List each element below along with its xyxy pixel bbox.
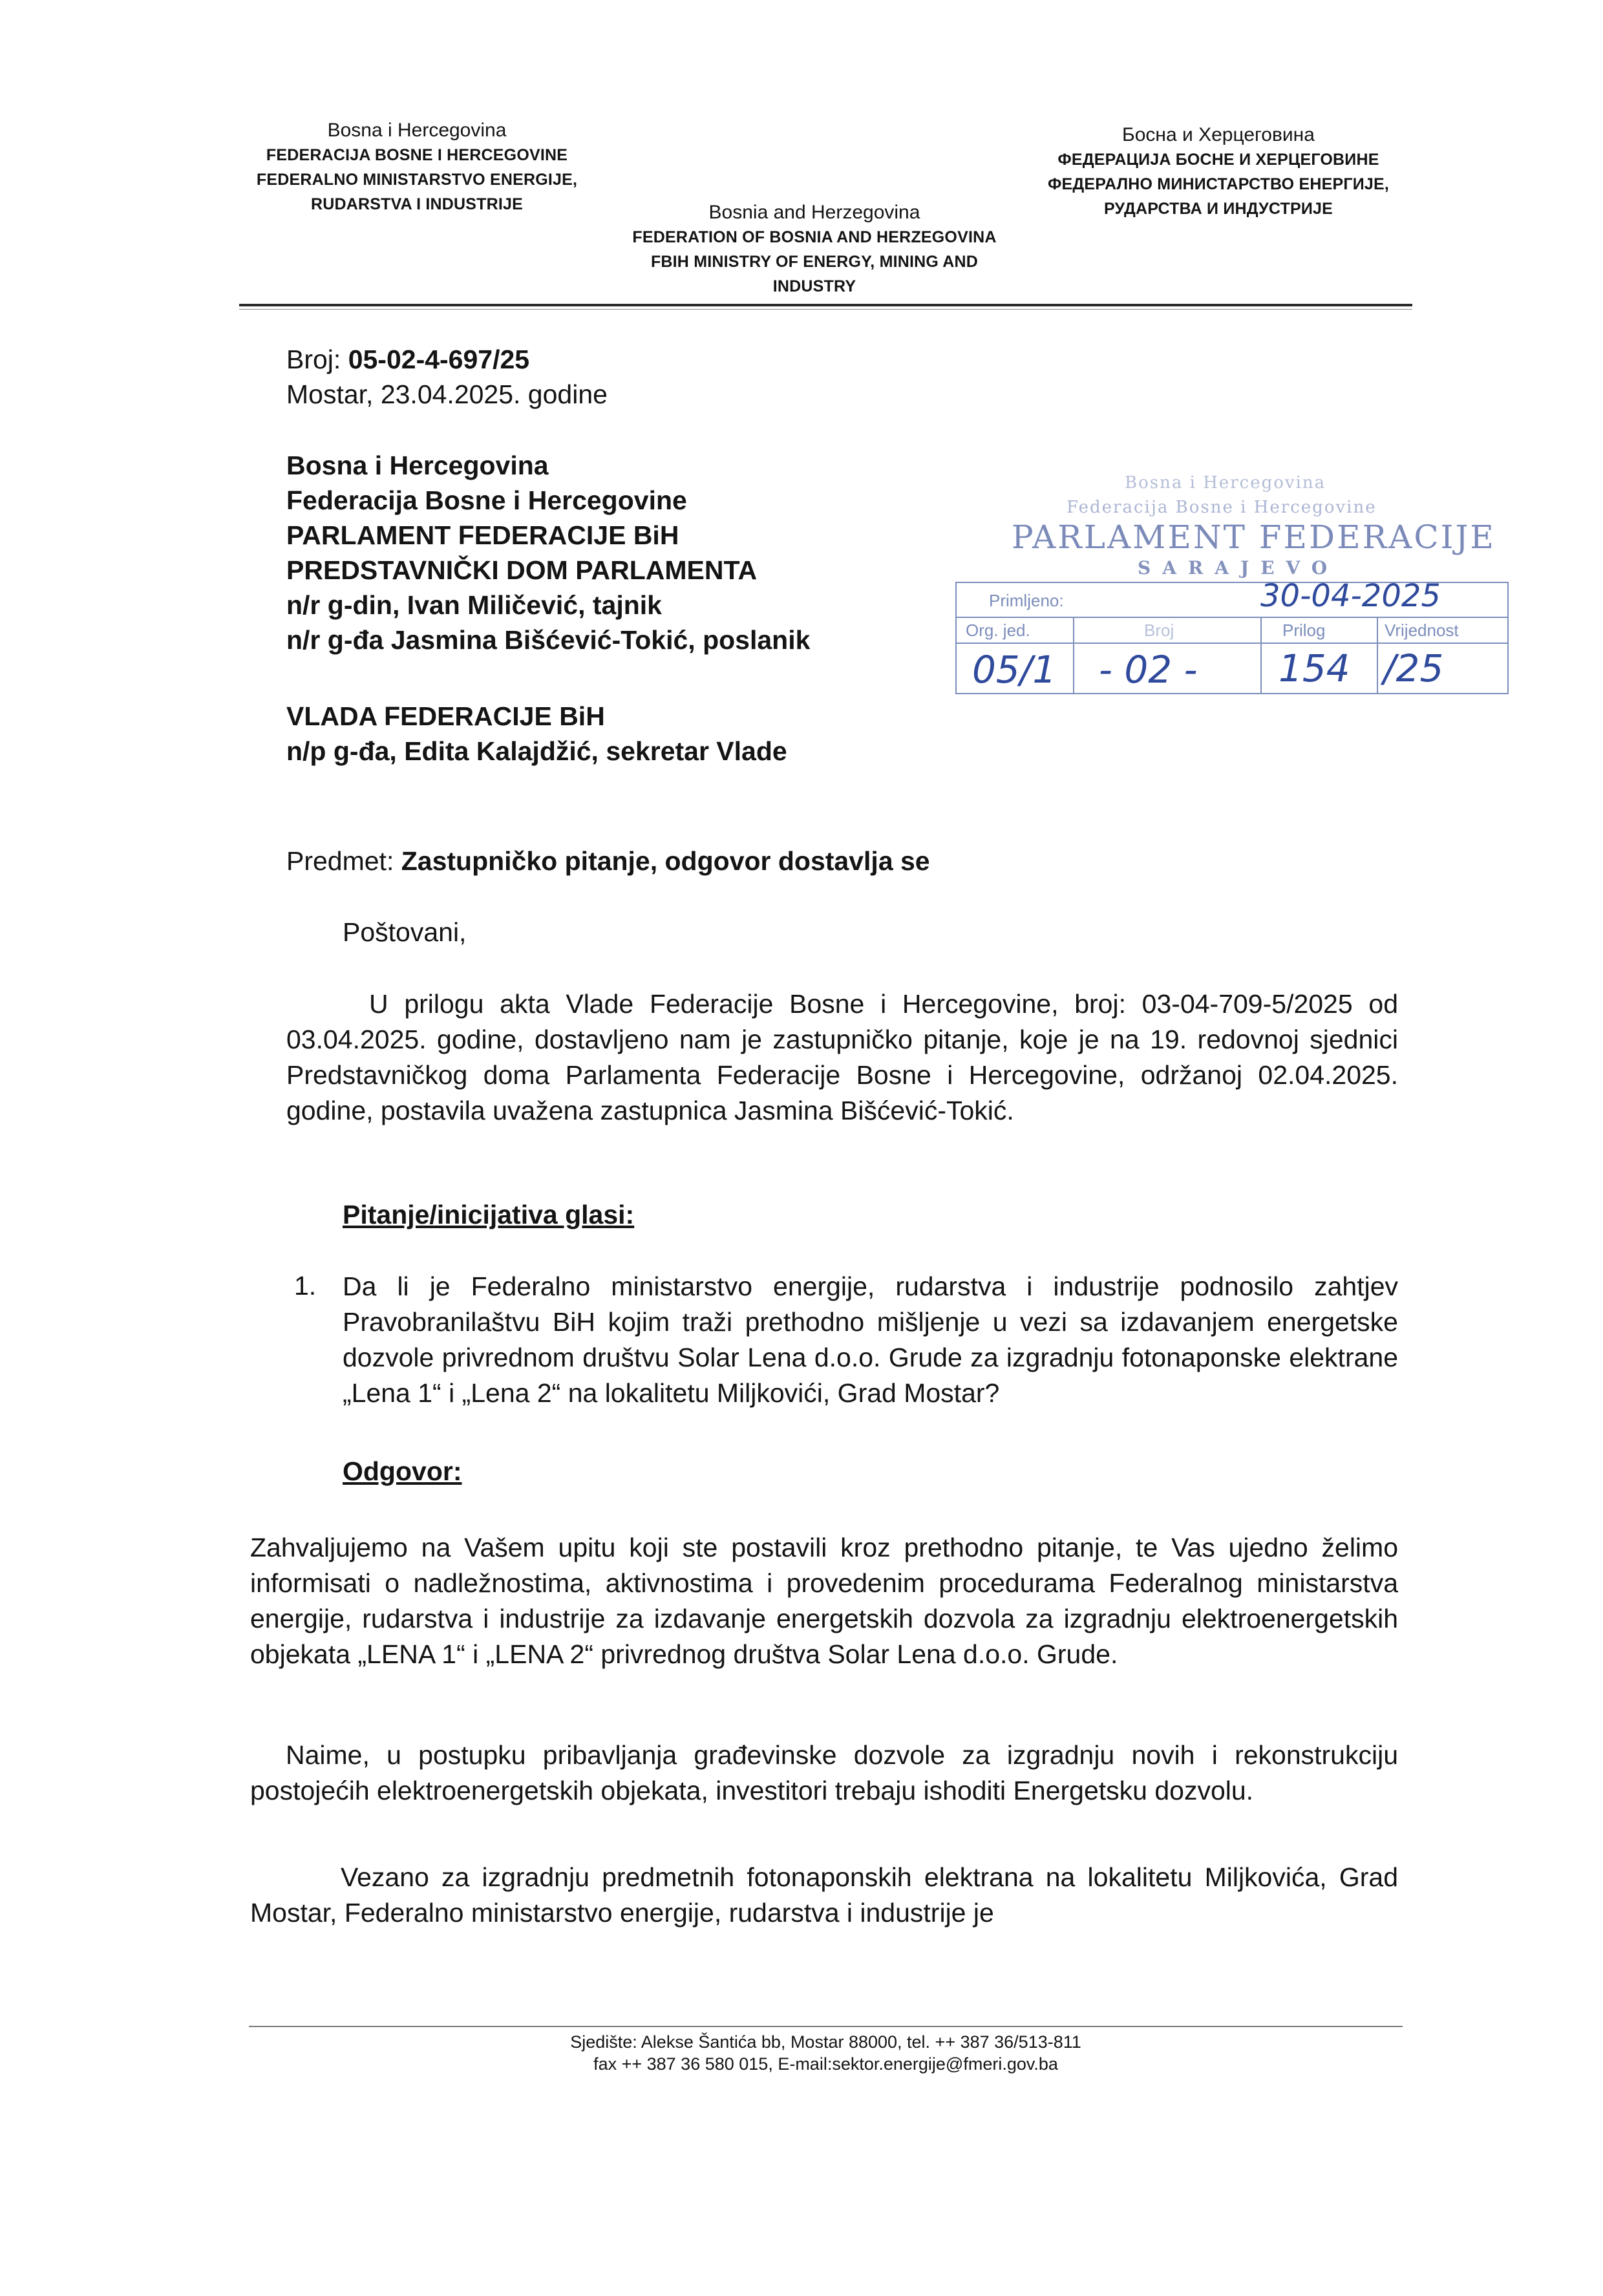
letterhead-ministry-2: РУДАРСТВА И ИНДУСТРИЈЕ — [1104, 200, 1333, 218]
stamp-federation: Federacija Bosne i Hercegovine — [1067, 498, 1377, 517]
letterhead-federation: ФЕДЕРАЦИЈА БОСНЕ И ХЕРЦЕГОВИНЕ — [1057, 151, 1379, 169]
answer-heading: Odgovor: — [343, 1456, 462, 1486]
recipient-line: VLADA FEDERACIJE BiH — [286, 701, 605, 731]
recipient-line: n/r g-din, Ivan Miličević, tajnik — [286, 590, 662, 620]
stamp-attach-value: 154 — [1279, 646, 1350, 690]
stamp-received-label: Primljeno: — [989, 591, 1064, 610]
answer-paragraph: Vezano za izgradnju predmetnih fotonaponskih elektrana na lokalitetu Miljkovića, Grad Mostar, Federalno ministarstvo energije, rudarstva i industrije je — [250, 1862, 1398, 1928]
recipient-line: Federacija Bosne i Hercegovine — [286, 485, 687, 515]
place-date: Mostar, 23.04.2025. godine — [286, 379, 608, 409]
letterhead-ministry: ФЕДЕРАЛНО МИНИСТАРСТВО ЕНЕРГИЈЕ, — [1047, 175, 1390, 193]
reference-number-label: Broj: — [286, 345, 348, 374]
recipient-line: n/r g-đa Jasmina Bišćević-Tokić, poslanik — [286, 625, 811, 655]
letterhead-federation: FEDERATION OF BOSNIA AND HERZEGOVINA — [632, 228, 997, 246]
letterhead-ministry: FEDERALNO MINISTARSTVO ENERGIJE, — [256, 171, 578, 189]
stamp-institution: PARLAMENT FEDERACIJE — [1012, 518, 1496, 556]
stamp-attach-label: Prilog — [1282, 621, 1326, 640]
question-number: 1. — [294, 1271, 317, 1301]
stamp-country: Bosna i Hercegovina — [1125, 473, 1326, 493]
stamp-value-label: Vrijednost — [1385, 621, 1459, 640]
stamp-value-value: /25 — [1383, 646, 1444, 690]
stamp-register-table — [955, 578, 1509, 694]
document-reference — [286, 343, 608, 412]
intro-paragraph: U prilogu akta Vlade Federacije Bosne i Hercegovine, broj: 03-04-709-5/2025 od 03.04.2025. godine, dostavljeno nam je zastupničko pitanje, koje je na 19. redovnoj sjednici Predstavničkog doma Parlamenta Federacije Bosne i Hercegovine, održanoj 02.04.2025. godine, postavila uvažena zastupnica Jasmina Bišćević-Tokić. — [286, 989, 1398, 1125]
recipient-line: PREDSTAVNIČKI DOM PARLAMENTA — [286, 555, 758, 585]
letterhead-ministry: FBIH MINISTRY OF ENERGY, MINING AND — [650, 253, 979, 271]
stamp-row-divider — [957, 617, 1507, 618]
stamp-sign-label: Broj — [1144, 621, 1174, 640]
letterhead-divider — [239, 304, 1412, 306]
letterhead-ministry-2: RUDARSTVA I INDUSTRIJE — [310, 195, 524, 213]
question-text: Da li je Federalno ministarstvo energije, rudarstva i industrije podnosilo zahtjev Pravobranilaštvu BiH kojim traži prethodno mišljenje u vezi sa izdavanjem energetske dozvole privrednom društvu Solar Lena d.o.o. Grude za izgradnju fotonaponske elektrane „Lena 1“ i „Lena 2“ na lokalitetu Miljkovići, Grad Mostar? — [343, 1271, 1398, 1408]
stamp-row-divider — [957, 643, 1507, 644]
letterhead-country: Босна и Херцеговина — [1122, 124, 1315, 145]
letterhead-country: Bosnia and Herzegovina — [708, 202, 920, 223]
letterhead-federation: FEDERACIJA BOSNE I HERCEGOVINE — [266, 146, 568, 164]
subject-label: Predmet: — [286, 846, 401, 876]
letterhead-english — [604, 200, 1024, 299]
recipient-block-2 — [286, 699, 787, 769]
subject-line — [286, 844, 930, 878]
stamp-col-divider — [1260, 617, 1262, 693]
question-heading: Pitanje/inicijativa glasi: — [343, 1200, 635, 1229]
footer-address: Sjedište: Alekse Šantića bb, Mostar 88000, tel. ++ 387 36/513-811 — [570, 2032, 1081, 2052]
letterhead-cyrillic — [1018, 123, 1419, 221]
stamp-sign-value: - 02 - — [1099, 648, 1198, 692]
stamp-org-value: 05/1 — [972, 648, 1057, 692]
stamp-org-label: Org. jed. — [966, 621, 1030, 640]
letterhead-country: Bosna i Hercegovina — [327, 120, 507, 141]
stamp-col-divider — [1073, 617, 1074, 693]
letterhead-divider-thin — [239, 309, 1412, 310]
footer-divider — [249, 2026, 1403, 2027]
stamp-received-date: 30-04-2025 — [1260, 578, 1441, 614]
reference-number-line — [286, 343, 608, 377]
footer-contact — [249, 2031, 1403, 2075]
stamp-col-divider — [1377, 617, 1378, 693]
reference-number: 05-02-4-697/25 — [348, 345, 530, 374]
letterhead-bosnian — [246, 118, 588, 217]
answer-paragraph: Naime, u postupku pribavljanja građevinske dozvole za izgradnju novih i rekonstrukciju postojećih elektroenergetskih objekata, investitori trebaju ishoditi Energetsku dozvolu. — [250, 1740, 1398, 1805]
answer-paragraph: Zahvaljujemo na Vašem upitu koji ste postavili kroz prethodno pitanje, te Vas ujedno želimo informisati o nadležnostima, aktivnostima i provedenim procedurama Federalnog ministarstva energije, rudarstva i industrije za izdavanje energetskih dozvola za izgradnju elektroenergetskih objekata „LENA 1“ i „LENA 2“ privrednog društva Solar Lena d.o.o. Grude. — [250, 1533, 1398, 1669]
letterhead-ministry-2: INDUSTRY — [772, 277, 856, 295]
received-stamp — [950, 472, 1519, 743]
recipient-line: PARLAMENT FEDERACIJE BiH — [286, 520, 679, 550]
stamp-city: SARAJEVO — [1138, 557, 1339, 579]
recipient-line: Bosna i Hercegovina — [286, 451, 549, 480]
subject-text: Zastupničko pitanje, odgovor dostavlja se — [401, 846, 930, 876]
recipient-line: n/p g-đa, Edita Kalajdžić, sekretar Vlade — [286, 736, 787, 766]
greeting: Poštovani, — [343, 917, 467, 947]
footer-fax-email: fax ++ 387 36 580 015, E-mail:sektor.energije@fmeri.gov.ba — [593, 2054, 1058, 2074]
recipient-block — [286, 449, 810, 658]
